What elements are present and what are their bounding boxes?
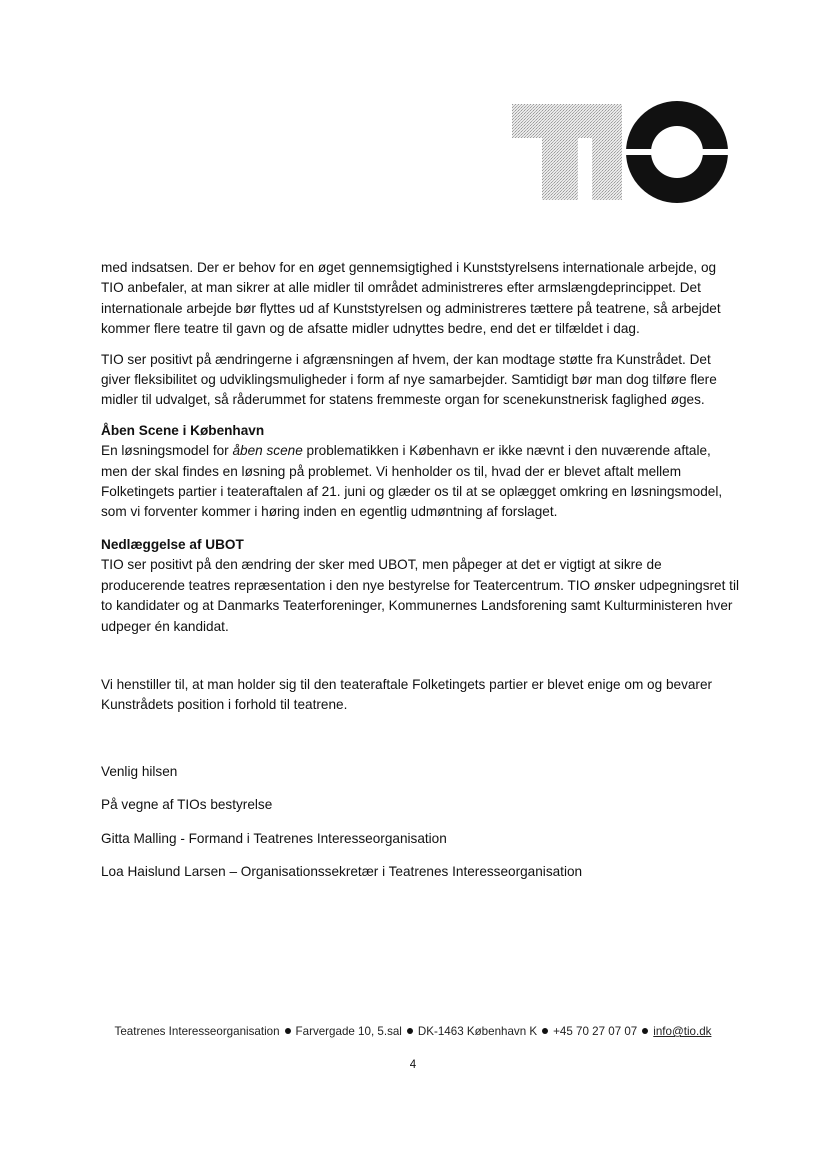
section-aaben-scene [101,421,741,523]
letter-body [101,258,741,895]
paragraph-international: med indsatsen. Der er behov for en øget gennemsigtighed i Kunststyrelsens internationale arbejde, og TIO anbefaler, at man sikrer at alle midler til området administreres efter armslængdeprincippet. Det internationale arbejde bør flyttes ud af Kunststyrelsen og administreres tættere på teatrene, så arbejdet kommer flere teatre til gavn og de afsatte midler udnyttes bedre, end det er tilfældet i dag. [101,260,721,337]
footer-address: Farvergade 10, 5.sal [295,1025,402,1038]
bullet-icon [285,1028,291,1034]
footer [0,1025,826,1038]
closing-block [101,762,741,883]
section-heading: Åben Scene i København [101,422,265,438]
paragraph-kunstraadet: TIO ser positivt på ændringerne i afgrænsningen af hvem, der kan modtage støtte fra Kunstrådet. Det giver fleksibilitet og udviklingsmuligheder i form af nye samarbejder. Samtidigt bør man dog tilføre flere midler til udvalget, så råderummet for statens fremmeste organ for scenekunstnerisk faglighed øges. [101,351,717,408]
greeting: Venlig hilsen [101,763,178,779]
footer-city: DK-1463 København K [417,1025,538,1038]
paragraph-appeal: Vi henstiller til, at man holder sig til den teateraftale Folketingets partier er blevet enige om og bevarer Kunstrådets position i forhold til teatrene. [101,676,713,713]
tio-logo [506,98,730,206]
bullet-icon [642,1028,648,1034]
footer-email-link[interactable]: info@tio.dk [653,1025,712,1038]
section-text: En løsningsmodel for åben scene problematikken i København er ikke nævnt i den nuværende aftale, men der skal findes en løsning på problemet. Vi henholder os til, hvad der er blevet aftalt mellem Folketingets partier i teateraftalen af 21. juni og glæder os til at se oplægget omkring en løsningsmodel, som vi forventer kommer i høring inden en egentlig udmøntning af forslaget. [101,443,723,520]
footer-phone: +45 70 27 07 07 [553,1025,638,1038]
section-ubot [101,535,741,637]
signatory-secretary: Loa Haislund Larsen – Organisationssekretær i Teatrenes Interesseorganisation [101,863,583,879]
bullet-icon [542,1028,548,1034]
signatory-chair: Gitta Malling - Formand i Teatrenes Interesseorganisation [101,830,447,846]
page-number: 4 [409,1059,417,1071]
bullet-icon [407,1028,413,1034]
section-heading: Nedlæggelse af UBOT [101,536,244,552]
section-text: TIO ser positivt på den ændring der sker med UBOT, men påpeger at det er vigtigt at sikre de producerende teatres repræsentation i den nye bestyrelse for Teatercentrum. TIO ønsker udpegningsret til to kandidater og at Danmarks Teaterforeninger, Kommunernes Landsforening samt Kulturministeren hver udpeger én kandidat. [101,557,739,634]
on-behalf-line: På vegne af TIOs bestyrelse [101,797,273,813]
footer-org: Teatrenes Interesseorganisation [114,1025,280,1038]
